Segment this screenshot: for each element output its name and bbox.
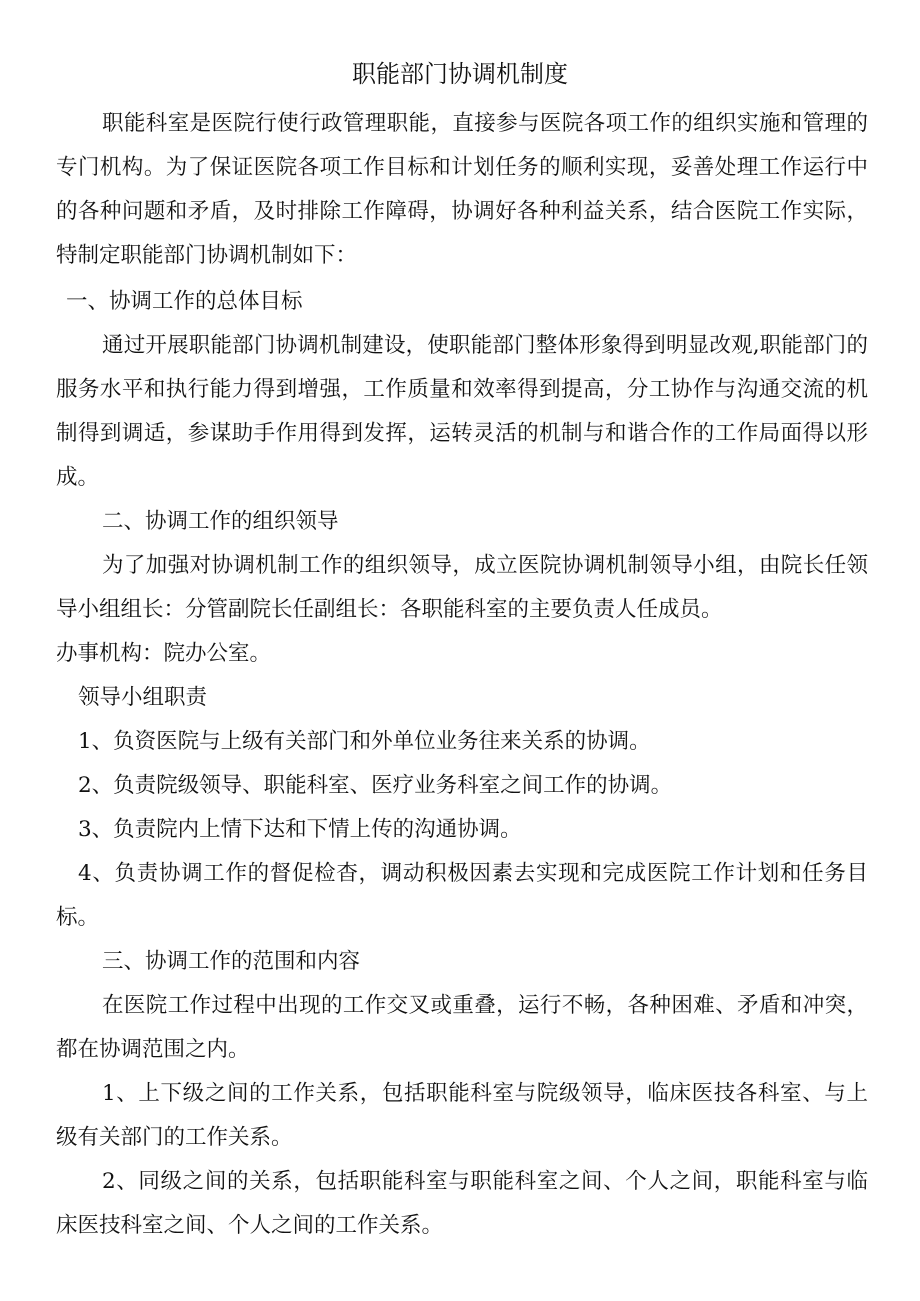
duty-item: 4、负责协调工作的督促检杳，调动积极因素去实现和完成医院工作计划和任务目标。	[56, 861, 868, 930]
section1-body: 通过开展职能部门协调机制建设，使职能部门整体形象得到明显改观,职能部门的服务水平和执行能力得到增强，工作质量和效率得到提高，分工协作与沟通交流的机制得到调适，参谋助手作用得到发挥，运转灵活的机制与和谐合作的工作局面得以形成。	[56, 333, 868, 490]
section2-body: 为了加强对协调机制工作的组织领导，成立医院协调机制领导小组，由院长任领导小组组长：分管副院长任副组长：各职能科室的主要负责人任成员。	[56, 553, 868, 622]
duty-item: 2、负责院级领导、职能科室、医疗业务科室之间工作的协调。	[78, 773, 673, 798]
scope-item: 2、同级之间的关系，包括职能科室与职能科室之间、个人之间，职能科室与临床医技科室之间、个人之间的工作关系。	[56, 1169, 868, 1238]
duty-item: 3、负责院内上情下达和下情上传的沟通协调。	[78, 817, 522, 842]
scope-item: 1、上下级之间的工作关系，包括职能科室与院级领导，临床医技各科室、与上级有关部门的工作关系。	[56, 1081, 868, 1150]
section3-heading: 三、协调工作的范围和内容	[102, 949, 361, 974]
section1-heading: 一、协调工作的总体目标	[66, 289, 303, 314]
section3-body: 在医院工作过程中出现的工作交叉或重叠，运行不畅，各种困难、矛盾和冲突，都在协调范围之内。	[56, 993, 868, 1062]
office-line: 办事机构：院办公室。	[56, 641, 272, 666]
intro-paragraph: 职能科室是医院行使行政管理职能，直接参与医院各项工作的组织实施和管理的专门机构。为了保证医院各项工作目标和计划任务的顺利实现，妥善处理工作运行中的各种问题和矛盾，及时排除工作障碍，协调好各种利益关系，结合医院工作实际，特制定职能部门协调机制如下：	[56, 111, 868, 268]
section2-heading: 二、协调工作的组织领导	[102, 509, 339, 534]
duties-heading: 领导小组职责	[78, 685, 208, 710]
document-title: 职能部门协调机制度	[352, 60, 568, 88]
duty-item: 1、负资医院与上级有关部门和外单位业务往来关系的协调。	[78, 729, 651, 754]
